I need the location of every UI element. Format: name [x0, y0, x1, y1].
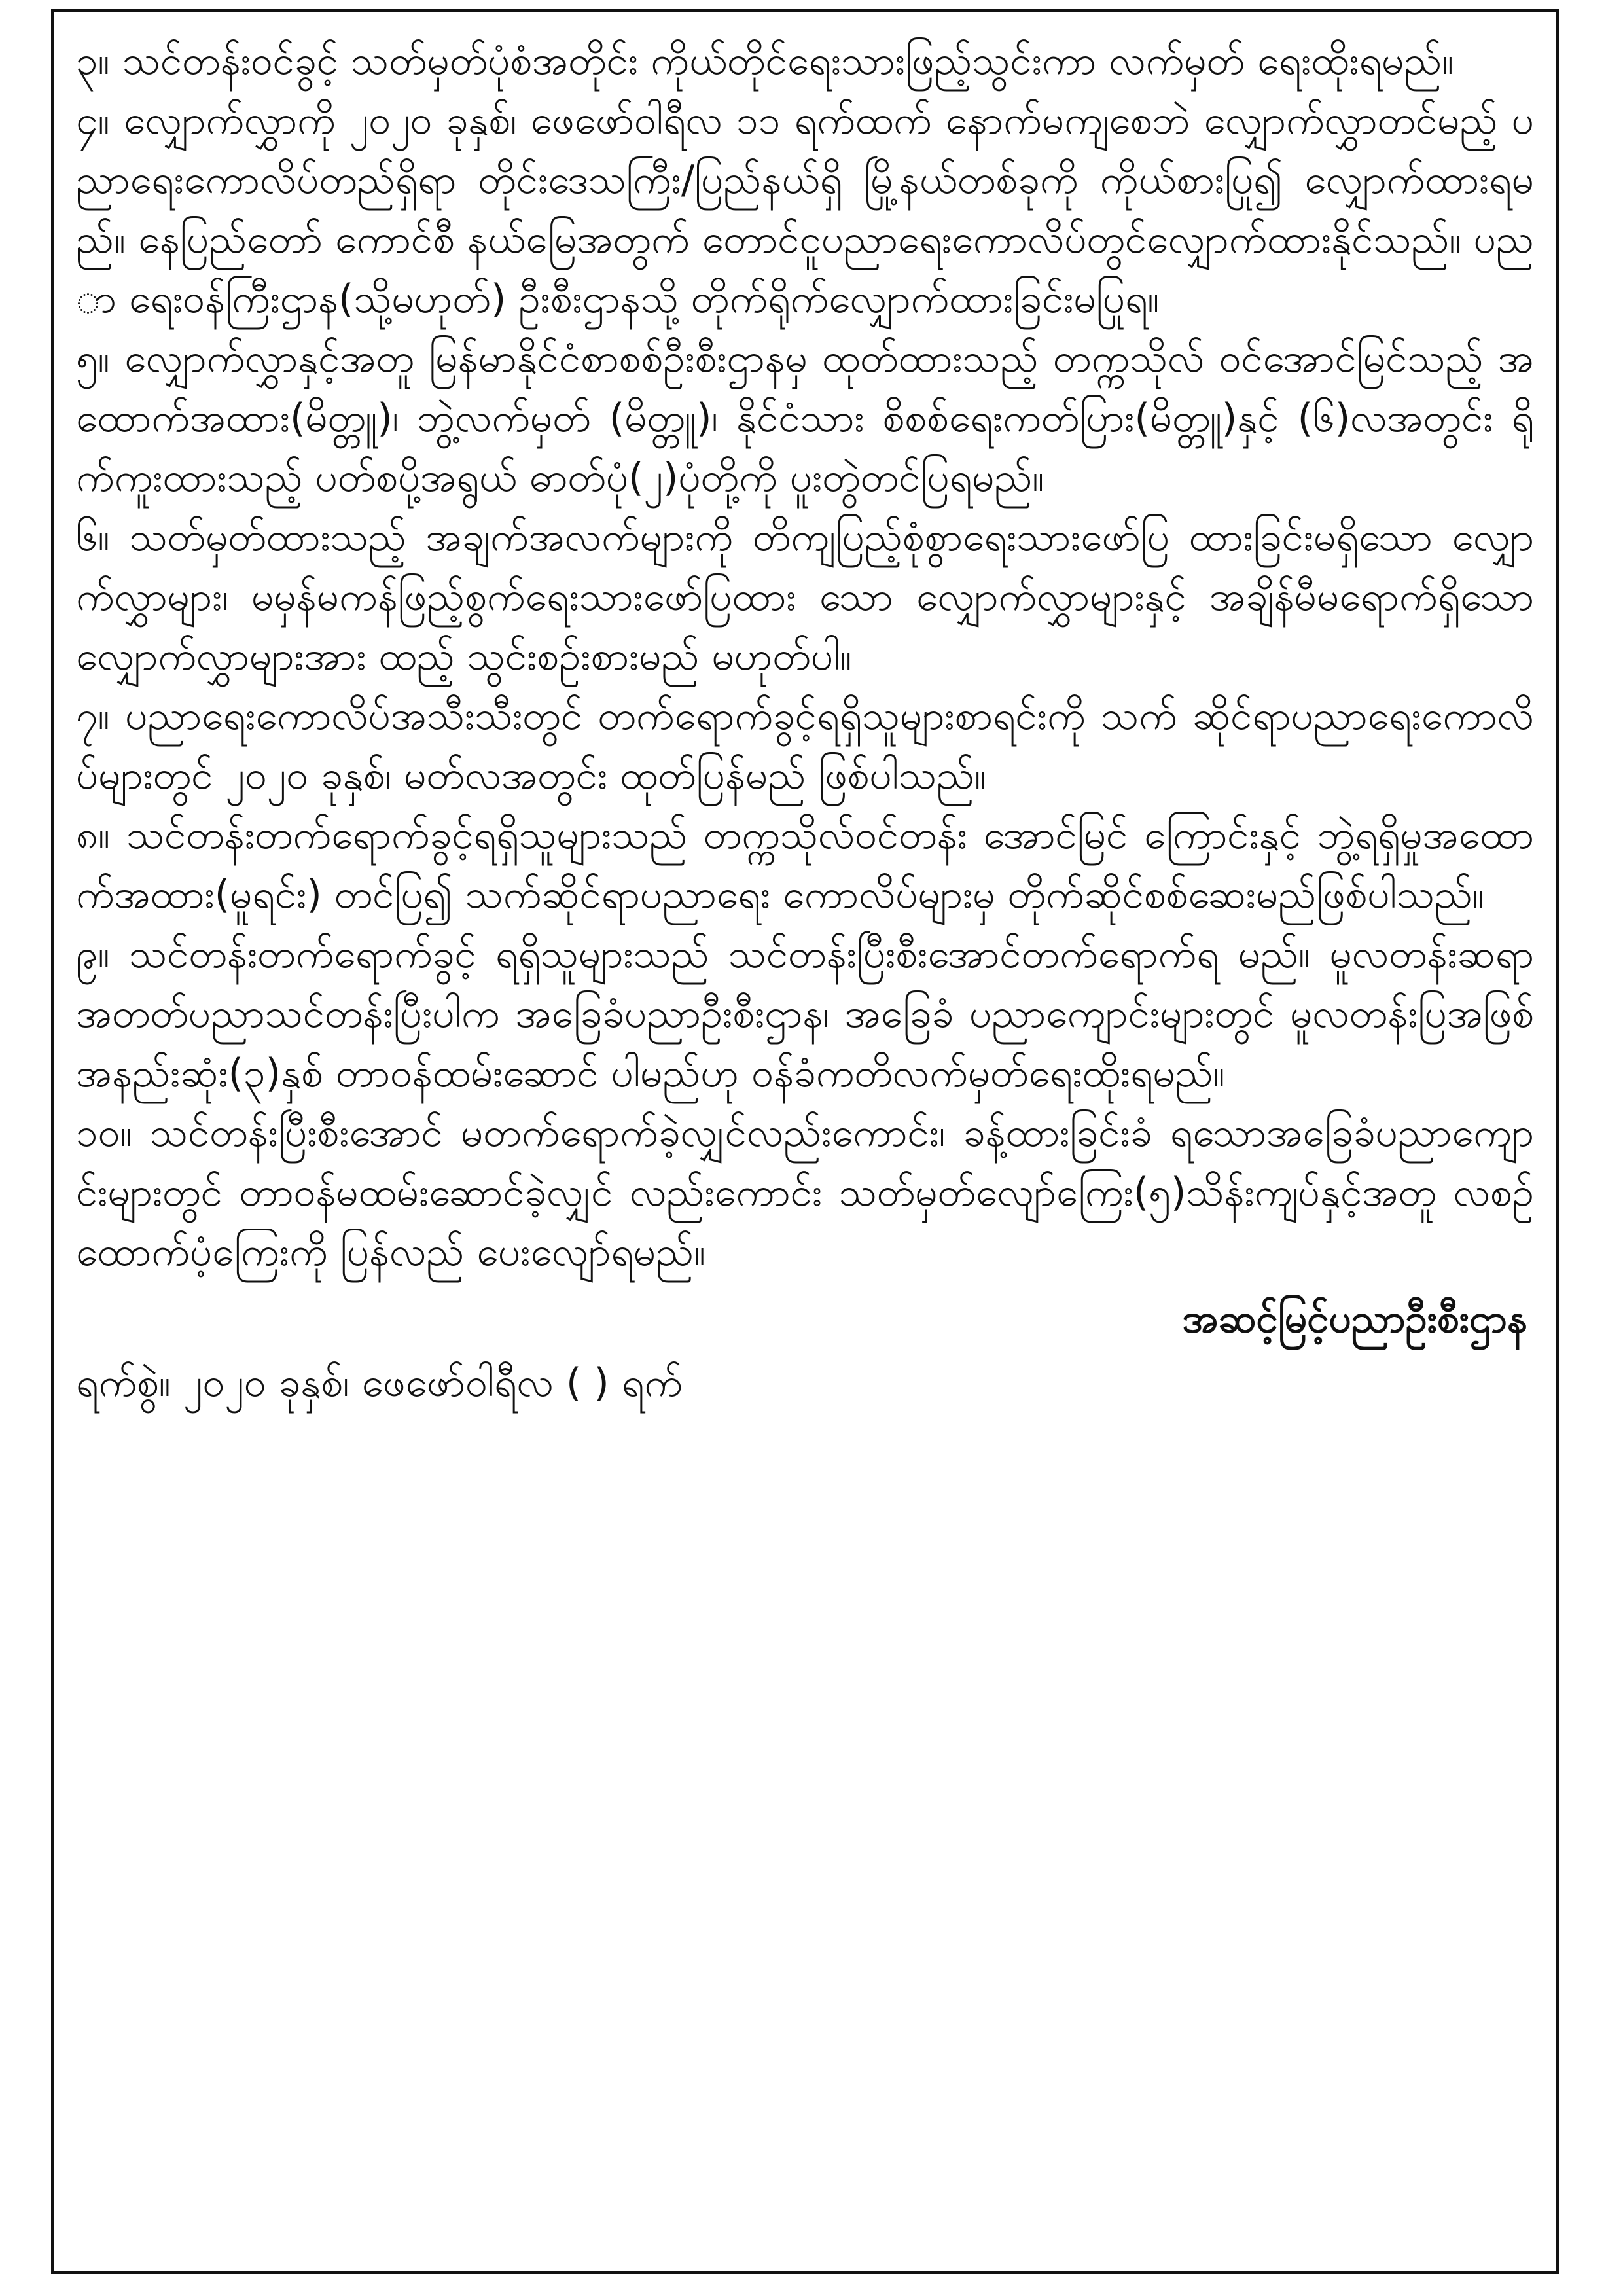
date-line: ရက်စွဲ။ ၂၀၂၀ ခုနှစ်၊ ဖေဖော်ဝါရီလ ( ) ရက် [76, 1360, 683, 1406]
paragraph-8: ၈။ သင်တန်းတက်ရောက်ခွင့်ရရှိသူများသည် တက္ကသိုလ်ဝင်တန်း အောင်မြင် ကြောင်းနှင့် ဘွဲ့ရရှိမှုအထောက်အထား(မူရင်း) တင်ပြ၍ သက်ဆိုင်ရာပညာရေး ကောလိပ်များမှ တိုက်ဆိုင်စစ်ဆေးမည်ဖြစ်ပါသည်။ [76, 812, 1534, 918]
paragraph-5: ၅။ လျှောက်လွှာနှင့်အတူ မြန်မာနိုင်ငံစာစစ်ဦးစီးဌာနမှ ထုတ်ထားသည့် တက္ကသိုလ် ဝင်အောင်မြင်သည့် အထောက်အထား(မိတ္တူ)၊ ဘွဲ့လက်မှတ် (မိတ္တူ)၊ နိုင်ငံသား စိစစ်ရေးကတ်ပြား(မိတ္တူ)နှင့် (၆)လအတွင်း ရိုက်ကူးထားသည့် ပတ်စပို့အရွယ် ဓာတ်ပုံ(၂)ပုံတို့ကို ပူးတွဲတင်ပြရမည်။ [76, 336, 1534, 501]
issuing-department-signature: အဆင့်မြင့်ပညာဦးစီးဌာန [1182, 1296, 1527, 1342]
paragraph-3: ၃။ သင်တန်းဝင်ခွင့် သတ်မှတ်ပုံစံအတိုင်း ကိုယ်တိုင်ရေးသားဖြည့်သွင်းကာ လက်မှတ် ရေးထိုးရမည်။ [76, 38, 1454, 84]
paragraph-9: ၉။ သင်တန်းတက်ရောက်ခွင့် ရရှိသူများသည် သင်တန်းပြီးစီးအောင်တက်ရောက်ရ မည်။ မူလတန်းဆရာအတတ်ပညာသင်တန်းပြီးပါက အခြေခံပညာဦးစီးဌာန၊ အခြေခံ ပညာကျောင်းများတွင် မူလတန်းပြအဖြစ် အနည်းဆုံး(၃)နှစ် တာဝန်ထမ်းဆောင် ပါမည်ဟု ဝန်ခံကတိလက်မှတ်ရေးထိုးရမည်။ [76, 931, 1534, 1096]
paragraph-4: ၄။ လျှောက်လွှာကို ၂၀၂၀ ခုနှစ်၊ ဖေဖော်ဝါရီလ ၁၁ ရက်ထက် နောက်မကျစေဘဲ လျှောက်လွှာတင်မည့် ပညာရေးကောလိပ်တည်ရှိရာ တိုင်းဒေသကြီး/ပြည်နယ်ရှိ မြို့နယ်တစ်ခုကို ကိုယ်စားပြု၍ လျှောက်ထားရမည်။ နေပြည်တော် ကောင်စီ နယ်မြေအတွက် တောင်ငူပညာရေးကောလိပ်တွင်လျှောက်ထားနိုင်သည်။ ပညာ ရေးဝန်ကြီးဌာန(သို့မဟုတ်) ဦးစီးဌာနသို့ တိုက်ရိုက်လျှောက်ထားခြင်းမပြုရ။ [76, 98, 1534, 322]
paragraph-7: ၇။ ပညာရေးကောလိပ်အသီးသီးတွင် တက်ရောက်ခွင့်ရရှိသူများစာရင်းကို သက် ဆိုင်ရာပညာရေးကောလိပ်များတွင် ၂၀၂၀ ခုနှစ်၊ မတ်လအတွင်း ထုတ်ပြန်မည် ဖြစ်ပါသည်။ [76, 693, 1534, 798]
paragraph-6: ၆။ သတ်မှတ်ထားသည့် အချက်အလက်များကို တိကျပြည့်စုံစွာရေးသားဖော်ပြ ထားခြင်းမရှိသော လျှောက်လွှာများ၊ မမှန်မကန်ဖြည့်စွက်ရေးသားဖော်ပြထား သော လျှောက်လွှာများနှင့် အချိန်မီမရောက်ရှိသော လျှောက်လွှာများအား ထည့် သွင်းစဉ်းစားမည် မဟုတ်ပါ။ [76, 514, 1534, 679]
document-frame [51, 9, 1559, 2274]
paragraph-10: ၁၀။ သင်တန်းပြီးစီးအောင် မတက်ရောက်ခဲ့လျှင်လည်းကောင်း၊ ခန့်ထားခြင်းခံ ရသောအခြေခံပညာကျောင်းများတွင် တာဝန်မထမ်းဆောင်ခဲ့လျှင် လည်းကောင်း သတ်မှတ်လျော်ကြေး(၅)သိန်းကျပ်နှင့်အတူ လစဉ်ထောက်ပံ့ကြေးကို ပြန်လည် ပေးလျော်ရမည်။ [76, 1110, 1534, 1275]
